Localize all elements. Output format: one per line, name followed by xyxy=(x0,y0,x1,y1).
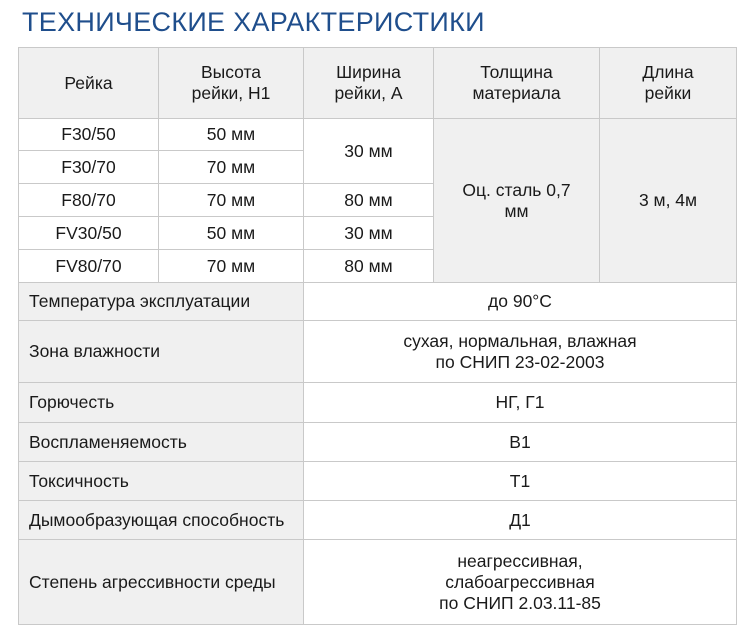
rail-height: 70 мм xyxy=(159,184,304,217)
property-value: Д1 xyxy=(304,501,737,540)
header-height: Высота рейки, Н1 xyxy=(159,48,304,119)
rail-name: FV30/50 xyxy=(19,217,159,250)
property-label: Температура эксплуатации xyxy=(19,283,304,321)
table-header-row xyxy=(19,48,737,119)
header-length: Длина рейки xyxy=(600,48,737,119)
property-value: Т1 xyxy=(304,462,737,501)
property-label: Зона влажности xyxy=(19,321,304,383)
rail-width: 80 мм xyxy=(304,250,434,283)
rail-width-merged: 30 мм xyxy=(304,119,434,184)
header-thickness: Толщина материала xyxy=(434,48,600,119)
property-row xyxy=(19,283,737,321)
rail-width: 80 мм xyxy=(304,184,434,217)
property-label: Степень агрессивности среды xyxy=(19,540,304,625)
property-value: до 90°С xyxy=(304,283,737,321)
property-row xyxy=(19,501,737,540)
rail-width: 30 мм xyxy=(304,217,434,250)
property-row xyxy=(19,462,737,501)
header-width: Ширина рейки, А xyxy=(304,48,434,119)
property-row xyxy=(19,321,737,383)
rail-name: FV80/70 xyxy=(19,250,159,283)
rail-height: 70 мм xyxy=(159,250,304,283)
rail-height: 50 мм xyxy=(159,217,304,250)
property-value: НГ, Г1 xyxy=(304,383,737,423)
rail-height: 50 мм xyxy=(159,119,304,151)
property-label: Токсичность xyxy=(19,462,304,501)
property-row xyxy=(19,383,737,423)
property-label: Дымообразующая способность xyxy=(19,501,304,540)
property-value: неагрессивная, слабоагрессивная по СНИП 2.03.11-85 xyxy=(304,540,737,625)
property-value: В1 xyxy=(304,423,737,462)
rail-length: 3 м, 4м xyxy=(600,119,737,283)
property-row xyxy=(19,540,737,625)
rail-name: F80/70 xyxy=(19,184,159,217)
table-row xyxy=(19,119,737,151)
page-title: ТЕХНИЧЕСКИЕ ХАРАКТЕРИСТИКИ xyxy=(22,7,485,37)
rail-name: F30/70 xyxy=(19,151,159,184)
property-label: Горючесть xyxy=(19,383,304,423)
rail-name: F30/50 xyxy=(19,119,159,151)
property-row xyxy=(19,423,737,462)
property-value: сухая, нормальная, влажная по СНИП 23-02-2003 xyxy=(304,321,737,383)
header-rail: Рейка xyxy=(19,48,159,119)
specs-table xyxy=(18,47,737,625)
rail-height: 70 мм xyxy=(159,151,304,184)
material-thickness: Оц. сталь 0,7 мм xyxy=(434,119,600,283)
property-label: Воспламеняемость xyxy=(19,423,304,462)
